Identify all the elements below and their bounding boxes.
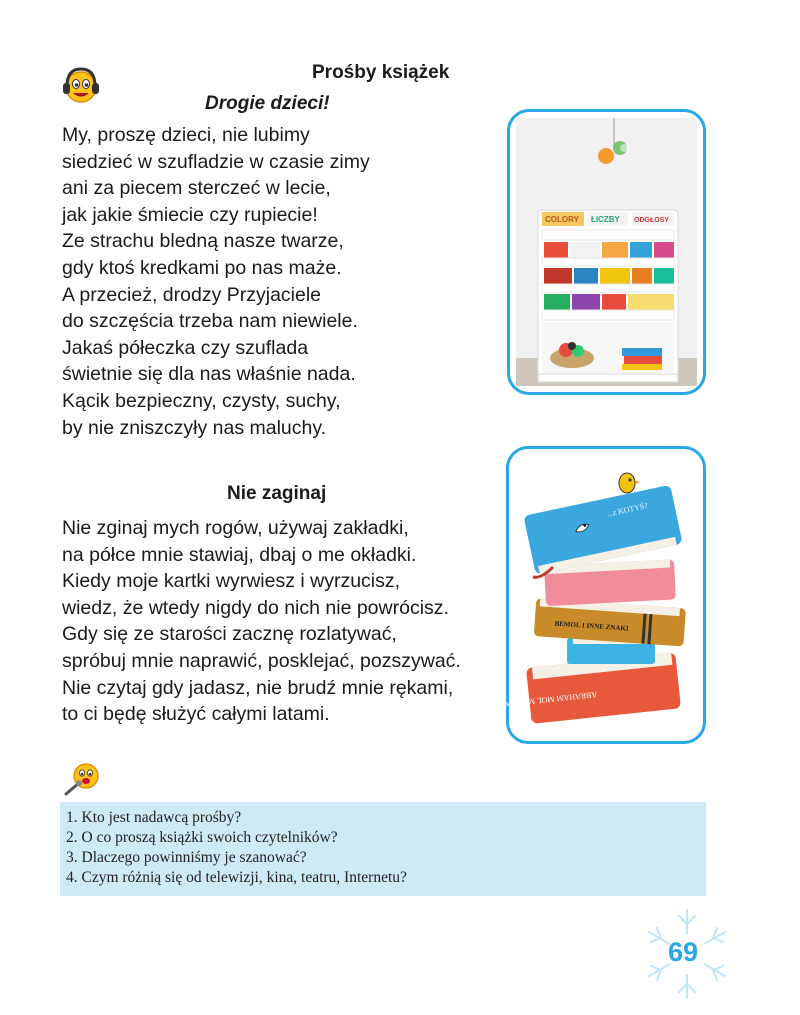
question-item: 3. Dlaczego powinniśmy je szanować? <box>66 849 307 866</box>
book-spine-text: ...z KOTYŚ? <box>605 501 649 519</box>
poem-line: by nie zniszczyły nas maluchy. <box>62 416 327 439</box>
poem-line: Kącik bezpieczny, czysty, suchy, <box>62 389 341 412</box>
poem-line: na półce mnie stawiaj, dbaj o me okładki. <box>62 543 417 566</box>
book-spine-text: BEMOL I INNE ZNAKI <box>554 619 629 633</box>
book-stack-illustration <box>483 446 706 744</box>
shelf-label: ŁICZBY <box>591 215 620 224</box>
shelf-label: ODGŁOSY <box>634 217 670 224</box>
poem-nie-zaginaj <box>62 515 461 728</box>
poem-line: do szczęścia trzeba nam niewiele. <box>62 310 358 333</box>
poem-line: świetnie się dla nas właśnie nada. <box>62 363 356 386</box>
poem-line: Gdy się ze starości zacznę rozlatywać, <box>62 623 397 646</box>
poem-line: wiedz, że wtedy nigdy do nich nie powrócisz. <box>62 596 449 619</box>
poem-line: ani za piecem sterczeć w lecie, <box>62 177 331 200</box>
poem-line: Ze strachu bledną nasze twarze, <box>62 230 344 253</box>
headphones-emoji-icon <box>60 64 102 106</box>
poem-line: A przecież, drodzy Przyjaciele <box>62 283 322 306</box>
poem-line: gdy ktoś kredkami po nas maże. <box>62 256 342 279</box>
poem-line: jak jakie śmiecie czy rupiecie! <box>62 203 318 226</box>
microphone-emoji-icon <box>62 762 104 796</box>
question-item: 2. O co proszą książki swoich czytelników? <box>66 829 338 846</box>
poem-prosby <box>62 122 370 441</box>
shelf-label: COLORY <box>545 215 579 224</box>
section-title: Nie zaginaj <box>227 483 327 504</box>
question-item: 1. Kto jest nadawcą prośby? <box>66 809 242 826</box>
poem-line: spróbuj mnie naprawić, posklejać, pozszywać. <box>62 649 461 672</box>
bookshelf-photo <box>507 109 706 395</box>
poem-line: My, proszę dzieci, nie lubimy <box>62 124 310 146</box>
page-number: 69 <box>668 937 699 967</box>
poem-subtitle: Drogie dzieci! <box>205 93 330 114</box>
poem-line: siedzieć w szufladzie w czasie zimy <box>62 150 370 173</box>
poem-line: Kiedy moje kartki wyrwiesz i wyrzucisz, <box>62 570 401 593</box>
question-item: 4. Czym różnią się od telewizji, kina, teatru, Internetu? <box>66 869 407 886</box>
page-title: Prośby książek <box>312 62 450 83</box>
questions-box <box>60 802 706 896</box>
book-spine-text: ABRAHAM MOL MOJE POSŁKI <box>483 689 598 711</box>
poem-line: to ci będę służyć całymi latami. <box>62 703 330 726</box>
poem-line: Jakaś półeczka czy szuflada <box>62 336 309 359</box>
poem-line: Nie czytaj gdy jadasz, nie brudź mnie rękami, <box>62 676 454 699</box>
poem-line: Nie zginaj mych rogów, używaj zakładki, <box>62 517 409 539</box>
